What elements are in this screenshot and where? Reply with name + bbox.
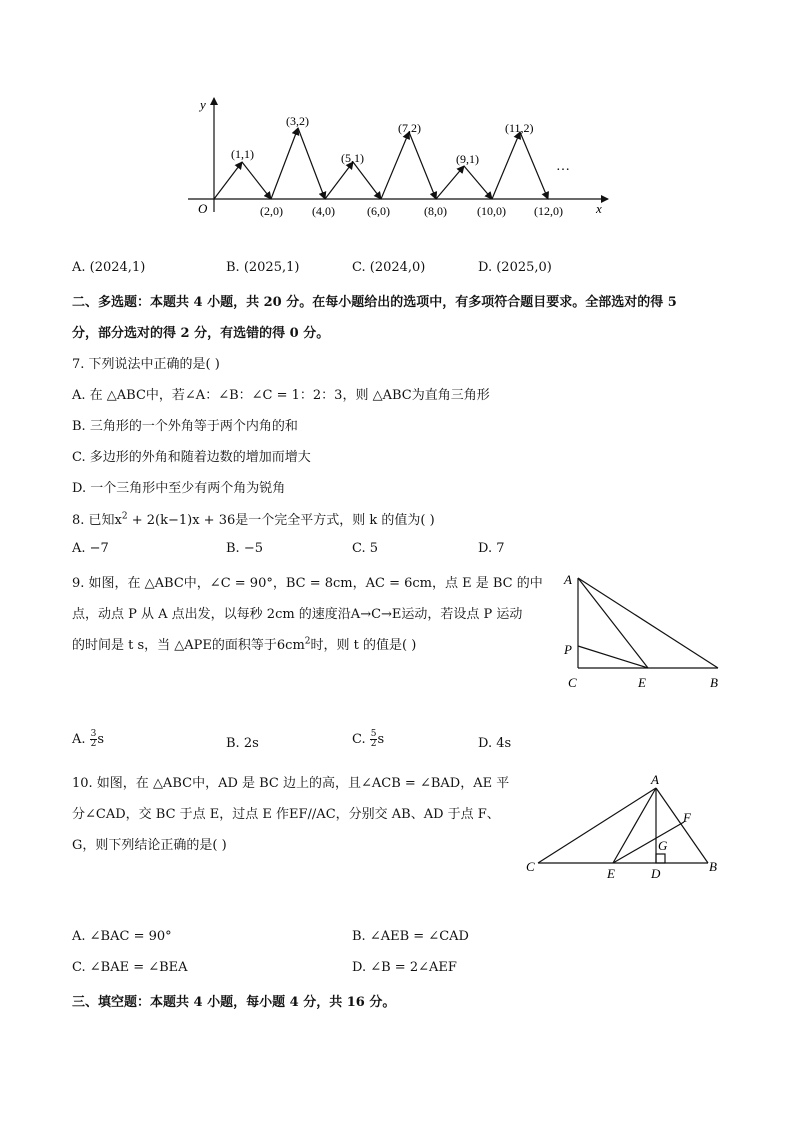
q8-stem: [72, 509, 435, 528]
y-axis-label: y: [200, 97, 206, 112]
peak-label: (9,1): [456, 152, 479, 166]
origin-label: O: [198, 201, 208, 216]
base-label: (12,0): [534, 204, 563, 218]
q10-option-b: B. ∠AEB = ∠CAD: [352, 929, 469, 944]
vertex-label-p: P: [564, 642, 572, 657]
base-label: (4,0): [312, 204, 335, 218]
peak-label: (7,2): [398, 121, 421, 135]
q8-stem-part2: + 2(k−1)x + 36是一个完全平方式，则 k 的值为( ): [127, 513, 435, 528]
q9-option-b: B. 2s: [226, 736, 259, 751]
q8-option-d: D. 7: [478, 541, 505, 556]
q10-text-line1: 10. 如图，在 △ABC中，AD 是 BC 边上的高，且∠ACB = ∠BAD，AE 平: [72, 776, 510, 791]
q10-triangle-figure: [520, 770, 730, 880]
q10-option-c: C. ∠BAE = ∠BEA: [72, 960, 188, 975]
q6-option-a: A. (2024,1): [72, 260, 146, 275]
vertex-label-g: G: [658, 838, 668, 853]
base-label: (2,0): [260, 204, 283, 218]
zigzag-path: [214, 128, 548, 199]
q9-exponent: 2: [304, 636, 311, 647]
q10-option-a: A. ∠BAC = 90°: [72, 929, 172, 944]
q9-text-line3-part1: 的时间是 t s，当 △APE的面积等于6cm: [72, 638, 305, 653]
q7-option-d: D. 一个三角形中至少有两个角为锐角: [72, 481, 286, 496]
x-axis-label: x: [596, 201, 602, 216]
q7-option-b: B. 三角形的一个外角等于两个内角的和: [72, 419, 298, 434]
vertex-label-c: C: [526, 859, 535, 874]
vertex-label-a: A: [651, 772, 659, 787]
q8-option-c: C. 5: [352, 541, 379, 556]
fraction-numerator: 3: [90, 729, 97, 739]
vertex-label-e: E: [607, 866, 615, 880]
peak-label: (1,1): [231, 147, 254, 161]
q10-option-d: D. ∠B = 2∠AEF: [352, 960, 457, 975]
q8-exponent: 2: [121, 511, 128, 522]
vertex-label-f: F: [683, 810, 691, 825]
fraction-denominator: 2: [90, 739, 97, 749]
q9-text-line2: 点，动点 P 从 A 点出发，以每秒 2cm 的速度沿A→C→E运动，若设点 P 运动: [72, 607, 523, 622]
q9-option-c: C. $\frac{5}{2}$ s: [352, 729, 385, 749]
base-label: (6,0): [367, 204, 390, 218]
peak-label: (11,2): [505, 121, 534, 135]
q8-option-b: B. −5: [226, 541, 263, 556]
q7-option-c: C. 多边形的外角和随着边数的增加而增大: [72, 450, 311, 465]
vertex-label-b: B: [710, 675, 718, 690]
q7-option-a: A. 在 △ABC中，若∠A：∠B：∠C = 1：2：3，则 △ABC为直角三角形: [72, 388, 490, 403]
q7-stem: 7. 下列说法中正确的是( ): [72, 357, 220, 372]
q9-option-d: D. 4s: [478, 736, 512, 751]
q6-option-c: C. (2024,0): [352, 260, 426, 275]
q9-option-a: A. $\frac{3}{2}$ s: [72, 729, 105, 749]
fraction-numerator: 5: [370, 729, 377, 739]
q9-triangle-figure: [560, 570, 730, 695]
q9-text-line3-part2: 时，则 t 的值是( ): [310, 638, 417, 653]
ellipsis: …: [556, 159, 570, 174]
q6-option-d: D. (2025,0): [478, 260, 552, 275]
vertex-label-a: A: [564, 572, 572, 587]
vertex-label-e: E: [638, 675, 646, 690]
peak-label: (3,2): [286, 114, 309, 128]
vertex-label-b: B: [709, 859, 717, 874]
vertex-label-c: C: [568, 675, 577, 690]
q9-text-line1: 9. 如图，在 △ABC中，∠C = 90°，BC = 8cm，AC = 6cm，点 E 是 BC 的中: [72, 576, 543, 591]
fraction-denominator: 2: [370, 739, 377, 749]
q6-option-b: B. (2025,1): [226, 260, 300, 275]
q9-text-line3: [72, 634, 416, 653]
section2-heading-line1: 二、多选题：本题共 4 小题，共 20 分。在每小题给出的选项中，有多项符合题目要求。全部选对的得 5: [72, 295, 677, 310]
base-label: (10,0): [477, 204, 506, 218]
section3-heading: 三、填空题：本题共 4 小题，每小题 4 分，共 16 分。: [72, 995, 396, 1010]
q8-stem-part1: 8. 已知x: [72, 513, 122, 528]
q10-text-line2: 分∠CAD，交 BC 于点 E，过点 E 作EF//AC，分别交 AB、AD 于点 F、: [72, 807, 500, 822]
peak-label: (5,1): [341, 151, 364, 165]
q8-option-a: A. −7: [72, 541, 109, 556]
q10-text-line3: G，则下列结论正确的是( ): [72, 838, 227, 853]
section2-heading-line2: 分，部分选对的得 2 分，有选错的得 0 分。: [72, 326, 330, 341]
base-label: (8,0): [424, 204, 447, 218]
zigzag-graph: [180, 92, 620, 227]
vertex-label-d: D: [651, 866, 661, 880]
